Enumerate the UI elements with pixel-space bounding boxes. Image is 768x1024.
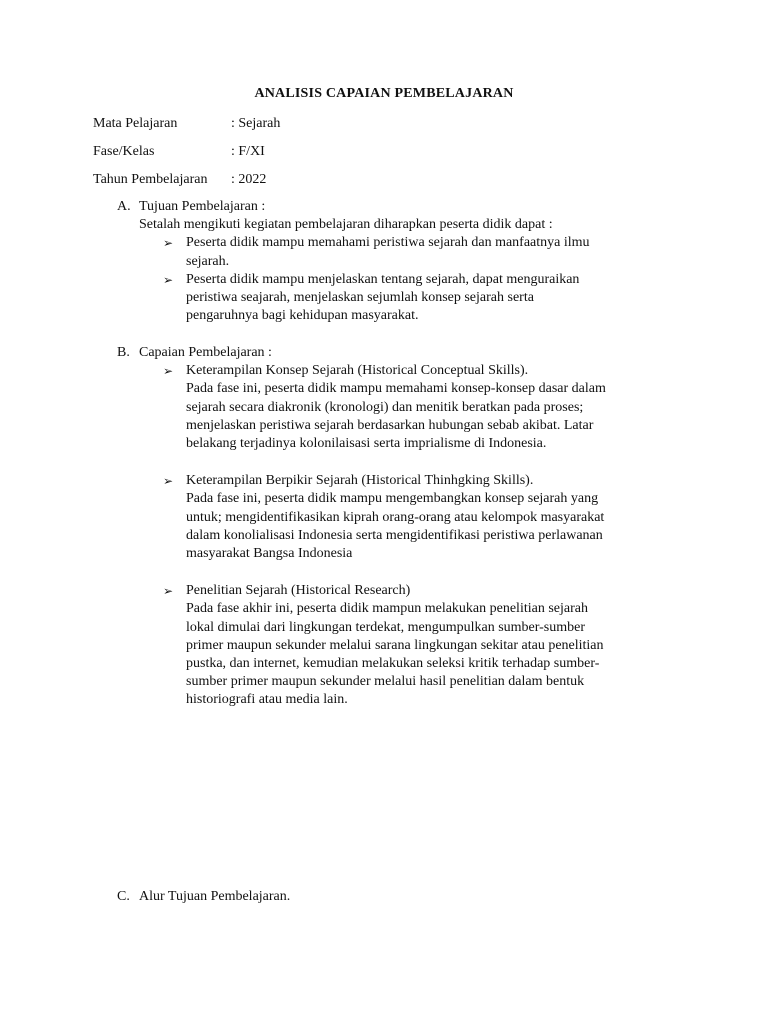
section-a-bullet bbox=[117, 234, 606, 270]
meta-label-subject: Mata Pelajaran bbox=[93, 116, 178, 131]
meta-label-year: Tahun Pembelajaran bbox=[93, 172, 208, 187]
section-b-item-body: Pada fase akhir ini, peserta didik mampun melakukan penelitian sejarah lokal dimulai dari lingkungan terdekat, mengumpulkan sumber-sumber primer maupun sekunder melalui sarana lingkungan sekitar atau penelitian pustka, dan internet, kemudian melakukan seleksi kritik terhadap sumber-sumber primer maupun sekunder melalui hasil penelitian dalam bentuk historiografi atau media lain. bbox=[186, 601, 604, 708]
section-b-item-title: Keterampilan Konsep Sejarah (Historical Conceptual Skills). bbox=[186, 363, 529, 379]
arrow-bullet-icon: ➢ bbox=[163, 236, 174, 251]
section-b-item bbox=[117, 582, 606, 709]
section-b-item bbox=[117, 472, 606, 563]
section-c bbox=[117, 888, 677, 906]
arrow-bullet-icon: ➢ bbox=[163, 474, 174, 489]
section-b-item-body: Pada fase ini, peserta didik mampu mengembangkan konsep sejarah yang untuk; mengidentifikasikan kiprah orang-orang atau kelompok masyarakat dalam konolialisasi Indonesia serta mengidentifikasi peristiwa perlawanan masyarakat Bangsa Indonesia bbox=[186, 491, 605, 562]
section-a-letter: A. bbox=[117, 199, 131, 214]
section-c-heading bbox=[117, 888, 677, 906]
section-b bbox=[117, 344, 677, 710]
arrow-bullet-icon: ➢ bbox=[163, 272, 174, 287]
section-b-title: Capaian Pembelajaran : bbox=[139, 345, 272, 360]
section-a-intro: Setalah mengikuti kegiatan pembelajaran diharapkan peserta didik dapat : bbox=[139, 217, 553, 233]
section-c-title: Alur Tujuan Pembelajaran. bbox=[139, 889, 291, 904]
arrow-bullet-icon: ➢ bbox=[163, 364, 174, 379]
section-b-heading bbox=[117, 344, 677, 362]
section-b-item-title: Penelitian Sejarah (Historical Research) bbox=[186, 583, 411, 599]
section-a-bullet-text: Peserta didik mampu memahami peristiwa sejarah dan manfaatnya ilmu sejarah. bbox=[186, 235, 590, 269]
section-a-bullet bbox=[117, 271, 606, 326]
section-b-item bbox=[117, 362, 606, 453]
meta-label-phase-class: Fase/Kelas bbox=[93, 144, 155, 159]
meta-value-phase-class: : F/XI bbox=[231, 144, 265, 159]
section-a bbox=[117, 198, 677, 325]
section-a-title: Tujuan Pembelajaran : bbox=[139, 199, 266, 214]
document-title: ANALISIS CAPAIAN PEMBELAJARAN bbox=[254, 86, 514, 101]
section-c-letter: C. bbox=[117, 889, 130, 904]
section-a-heading bbox=[117, 198, 677, 216]
section-b-letter: B. bbox=[117, 345, 130, 360]
arrow-bullet-icon: ➢ bbox=[163, 584, 174, 599]
meta-value-subject: : Sejarah bbox=[231, 116, 281, 131]
section-a-bullet-text: Peserta didik mampu menjelaskan tentang sejarah, dapat menguraikan peristiwa seajarah, menjelaskan sejumlah konsep sejarah serta pengaruhnya bagi kehidupan masyarakat. bbox=[186, 271, 580, 324]
meta-value-year: : 2022 bbox=[231, 172, 267, 187]
section-b-item-body: Pada fase ini, peserta didik mampu memahami konsep-konsep dasar dalam sejarah secara diakronik (kronologi) dan menitik beratkan pada proses; menjelaskan peristiwa sejarah berdasarkan hubungan sebab akibat. Latar belakang terjadinya kolonilaisasi serta imprialisme di Indonesia. bbox=[186, 381, 606, 451]
section-b-item-title: Keterampilan Berpikir Sejarah (Historical Thinhgking Skills). bbox=[186, 473, 534, 489]
